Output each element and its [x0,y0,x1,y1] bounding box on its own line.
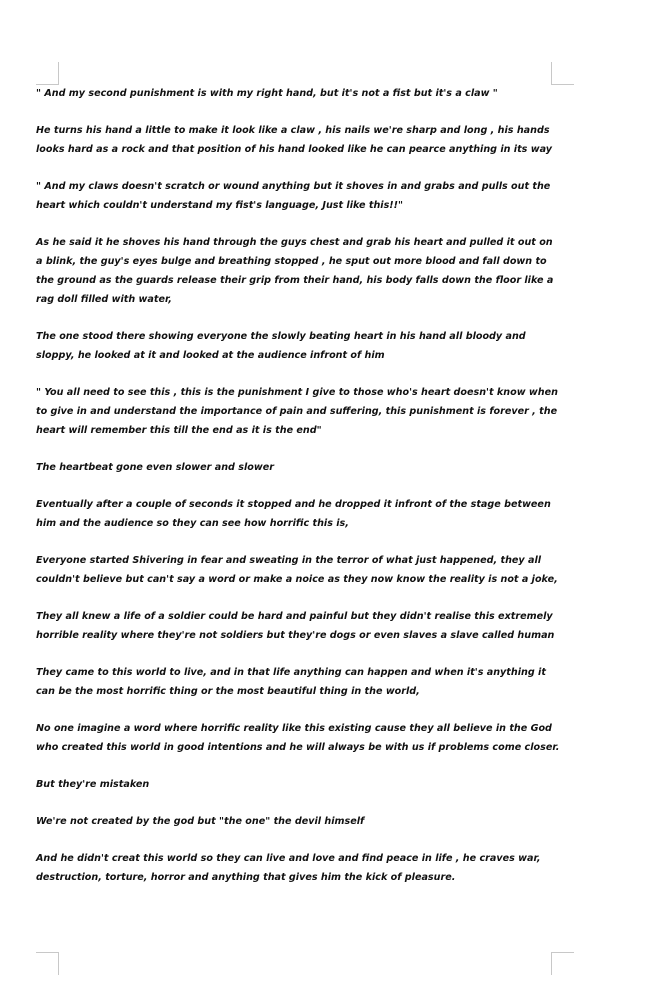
paragraph: The heartbeat gone even slower and slower [36,462,274,473]
crop-mark-bottom-left [36,952,59,975]
paragraph: " And my second punishment is with my right hand, but it's not a fist but it's a claw " [36,88,498,99]
paragraph: " And my claws doesn't scratch or wound anything but it shoves in and grabs and pulls out the heart which couldn't understand my fist's language, Just like this!!" [36,181,551,211]
paragraph: But they're mistaken [36,779,150,790]
paragraph: " You all need to see this , this is the punishment I give to those who's heart doesn't know when to give in and understand the importance of pain and suffering, this punishment is forever , the heart will remember this till the end as it is the end" [36,387,558,436]
paragraph: And he didn't creat this world so they can live and love and find peace in life , he craves war, destruction, torture, horror and anything that gives him the kick of pleasure. [36,853,541,883]
crop-mark-bottom-right [551,952,574,975]
paragraph: Everyone started Shivering in fear and sweating in the terror of what just happened, they all couldn't believe but can't say a word or make a noice as they now know the reality is not a joke, [36,555,558,585]
paragraph: No one imagine a word where horrific reality like this existing cause they all believe in the God who created this world in good intentions and he will always be with us if problems come closer. [36,723,560,753]
paragraph: Eventually after a couple of seconds it stopped and he dropped it infront of the stage between him and the audience so they can see how horrific this is, [36,499,551,529]
paragraph: As he said it he shoves his hand through the guys chest and grab his heart and pulled it out on a blink, the guy's eyes bulge and breathing stopped , he sput out more blood and fall down to the ground as the guards release their grip from their hand, his body falls down the floor like a rag doll filled with water, [36,237,554,305]
crop-mark-top-right [551,62,574,85]
paragraph: He turns his hand a little to make it look like a claw , his nails we're sharp and long , his hands looks hard as a rock and that position of his hand looked like he can pearce anything in its way [36,125,553,155]
paragraph: They all knew a life of a soldier could be hard and painful but they didn't realise this extremely horrible reality where they're not soldiers but they're dogs or even slaves a slave called human [36,611,555,641]
crop-mark-top-left [36,62,59,85]
paragraph: We're not created by the god but "the one" the devil himself [36,816,365,827]
paragraph: They came to this world to live, and in that life anything can happen and when it's anything it can be the most horrific thing or the most beautiful thing in the world, [36,667,546,697]
paragraph: The one stood there showing everyone the slowly beating heart in his hand all bloody and sloppy, he looked at it and looked at the audience infront of him [36,331,526,361]
document-body [36,84,560,905]
